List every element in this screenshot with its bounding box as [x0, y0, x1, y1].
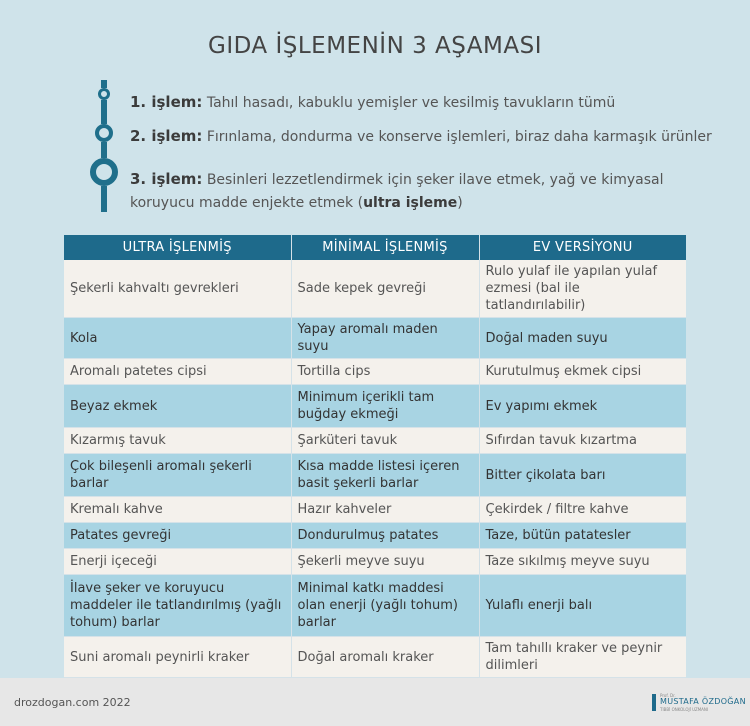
table-row: [64, 454, 686, 497]
table-cell: Minimal katkı maddesi olan enerji (yağlı tohum) barlar: [291, 575, 479, 637]
table-cell: Aromalı patetes cipsi: [64, 359, 291, 385]
step-3-text-line1: Besinleri lezzetlendirmek için şeker ilave etmek, yağ ve kimyasal: [206, 172, 664, 188]
brand-logo: [652, 692, 746, 714]
timeline-line: [101, 100, 107, 124]
timeline-line: [101, 80, 107, 88]
table-row: [64, 523, 686, 549]
timeline-graphic: [92, 80, 116, 212]
step-1: [130, 92, 615, 114]
table-cell: Hazır kahveler: [291, 497, 479, 523]
table-cell: Şarküteri tavuk: [291, 428, 479, 454]
logo-mark-icon: [652, 694, 656, 711]
table-cell: Doğal aromalı kraker: [291, 637, 479, 678]
timeline-node-medium-icon: [95, 124, 113, 142]
table-cell: Kremalı kahve: [64, 497, 291, 523]
table-cell: Kurutulmuş ekmek cipsi: [479, 359, 686, 385]
column-header-ultra: ULTRA İŞLENMİŞ: [64, 235, 291, 260]
step-3-text-end: ): [457, 195, 463, 211]
footer: [0, 678, 750, 726]
table-cell: Şekerli meyve suyu: [291, 549, 479, 575]
step-3-text-bold: ultra işleme: [363, 195, 458, 211]
table-row: [64, 497, 686, 523]
table-cell: Yulaflı enerji balı: [479, 575, 686, 637]
step-2-number: 2. işlem:: [130, 127, 203, 145]
table-cell: Çekirdek / filtre kahve: [479, 497, 686, 523]
step-2-text: Fırınlama, dondurma ve konserve işlemleri, biraz daha karmaşık ürünler: [206, 129, 712, 145]
timeline-line: [101, 142, 107, 158]
table-cell: Dondurulmuş patates: [291, 523, 479, 549]
timeline-line: [101, 186, 107, 212]
step-3-text-line2: koruyucu madde enjekte etmek (: [130, 195, 364, 211]
table-row: [64, 385, 686, 428]
column-header-home: EV VERSİYONU: [479, 235, 686, 260]
logo-subtitle: TIBBİ ONKOLOJİ UZMANI: [660, 707, 709, 712]
step-3-number: 3. işlem:: [130, 170, 203, 188]
table-cell: Kola: [64, 318, 291, 359]
page-title: GIDA İŞLEMENİN 3 AŞAMASI: [208, 33, 542, 59]
table-row: [64, 575, 686, 637]
table-header-row: [64, 235, 686, 260]
table-cell: Çok bileşenli aromalı şekerli barlar: [64, 454, 291, 497]
table-cell: Rulo yulaf ile yapılan yulaf ezmesi (bal ile tatlandırılabilir): [479, 260, 686, 318]
step-2: [130, 126, 712, 148]
table-cell: Tam tahıllı kraker ve peynir dilimleri: [479, 637, 686, 678]
table-cell: Suni aromalı peynirli kraker: [64, 637, 291, 678]
step-1-number: 1. işlem:: [130, 93, 203, 111]
table-row: [64, 549, 686, 575]
table-cell: İlave şeker ve koruyucu maddeler ile tatlandırılmış (yağlı tohum) barlar: [64, 575, 291, 637]
table-cell: Taze, bütün patatesler: [479, 523, 686, 549]
table-cell: Bitter çikolata barı: [479, 454, 686, 497]
table-cell: Enerji içeceği: [64, 549, 291, 575]
table-row: [64, 428, 686, 454]
table-cell: Doğal maden suyu: [479, 318, 686, 359]
table-cell: Şekerli kahvaltı gevrekleri: [64, 260, 291, 318]
table-row: [64, 359, 686, 385]
step-1-text: Tahıl hasadı, kabuklu yemişler ve kesilmiş tavukların tümü: [206, 95, 616, 111]
logo-title: Prof. Dr.: [660, 693, 676, 698]
table-row: [64, 318, 686, 359]
table-cell: Kısa madde listesi içeren basit şekerli barlar: [291, 454, 479, 497]
timeline-node-small-icon: [98, 88, 110, 100]
table-cell: Yapay aromalı maden suyu: [291, 318, 479, 359]
table-cell: Tortilla cips: [291, 359, 479, 385]
processing-steps: [92, 80, 732, 212]
footer-site-text: drozdogan.com 2022: [14, 696, 131, 709]
logo-name: MUSTAFA ÖZDOĞAN: [660, 697, 746, 706]
step-3: [130, 168, 664, 215]
table-row: [64, 637, 686, 678]
table-cell: Beyaz ekmek: [64, 385, 291, 428]
comparison-table: [64, 235, 686, 678]
table-cell: Taze sıkılmış meyve suyu: [479, 549, 686, 575]
table-cell: Kızarmış tavuk: [64, 428, 291, 454]
table-row: [64, 260, 686, 318]
table-cell: Minimum içerikli tam buğday ekmeği: [291, 385, 479, 428]
timeline-node-large-icon: [90, 158, 118, 186]
column-header-minimal: MİNİMAL İŞLENMİŞ: [291, 235, 479, 260]
table-cell: Ev yapımı ekmek: [479, 385, 686, 428]
table-cell: Sıfırdan tavuk kızartma: [479, 428, 686, 454]
table-cell: Patates gevreği: [64, 523, 291, 549]
table-cell: Sade kepek gevreği: [291, 260, 479, 318]
